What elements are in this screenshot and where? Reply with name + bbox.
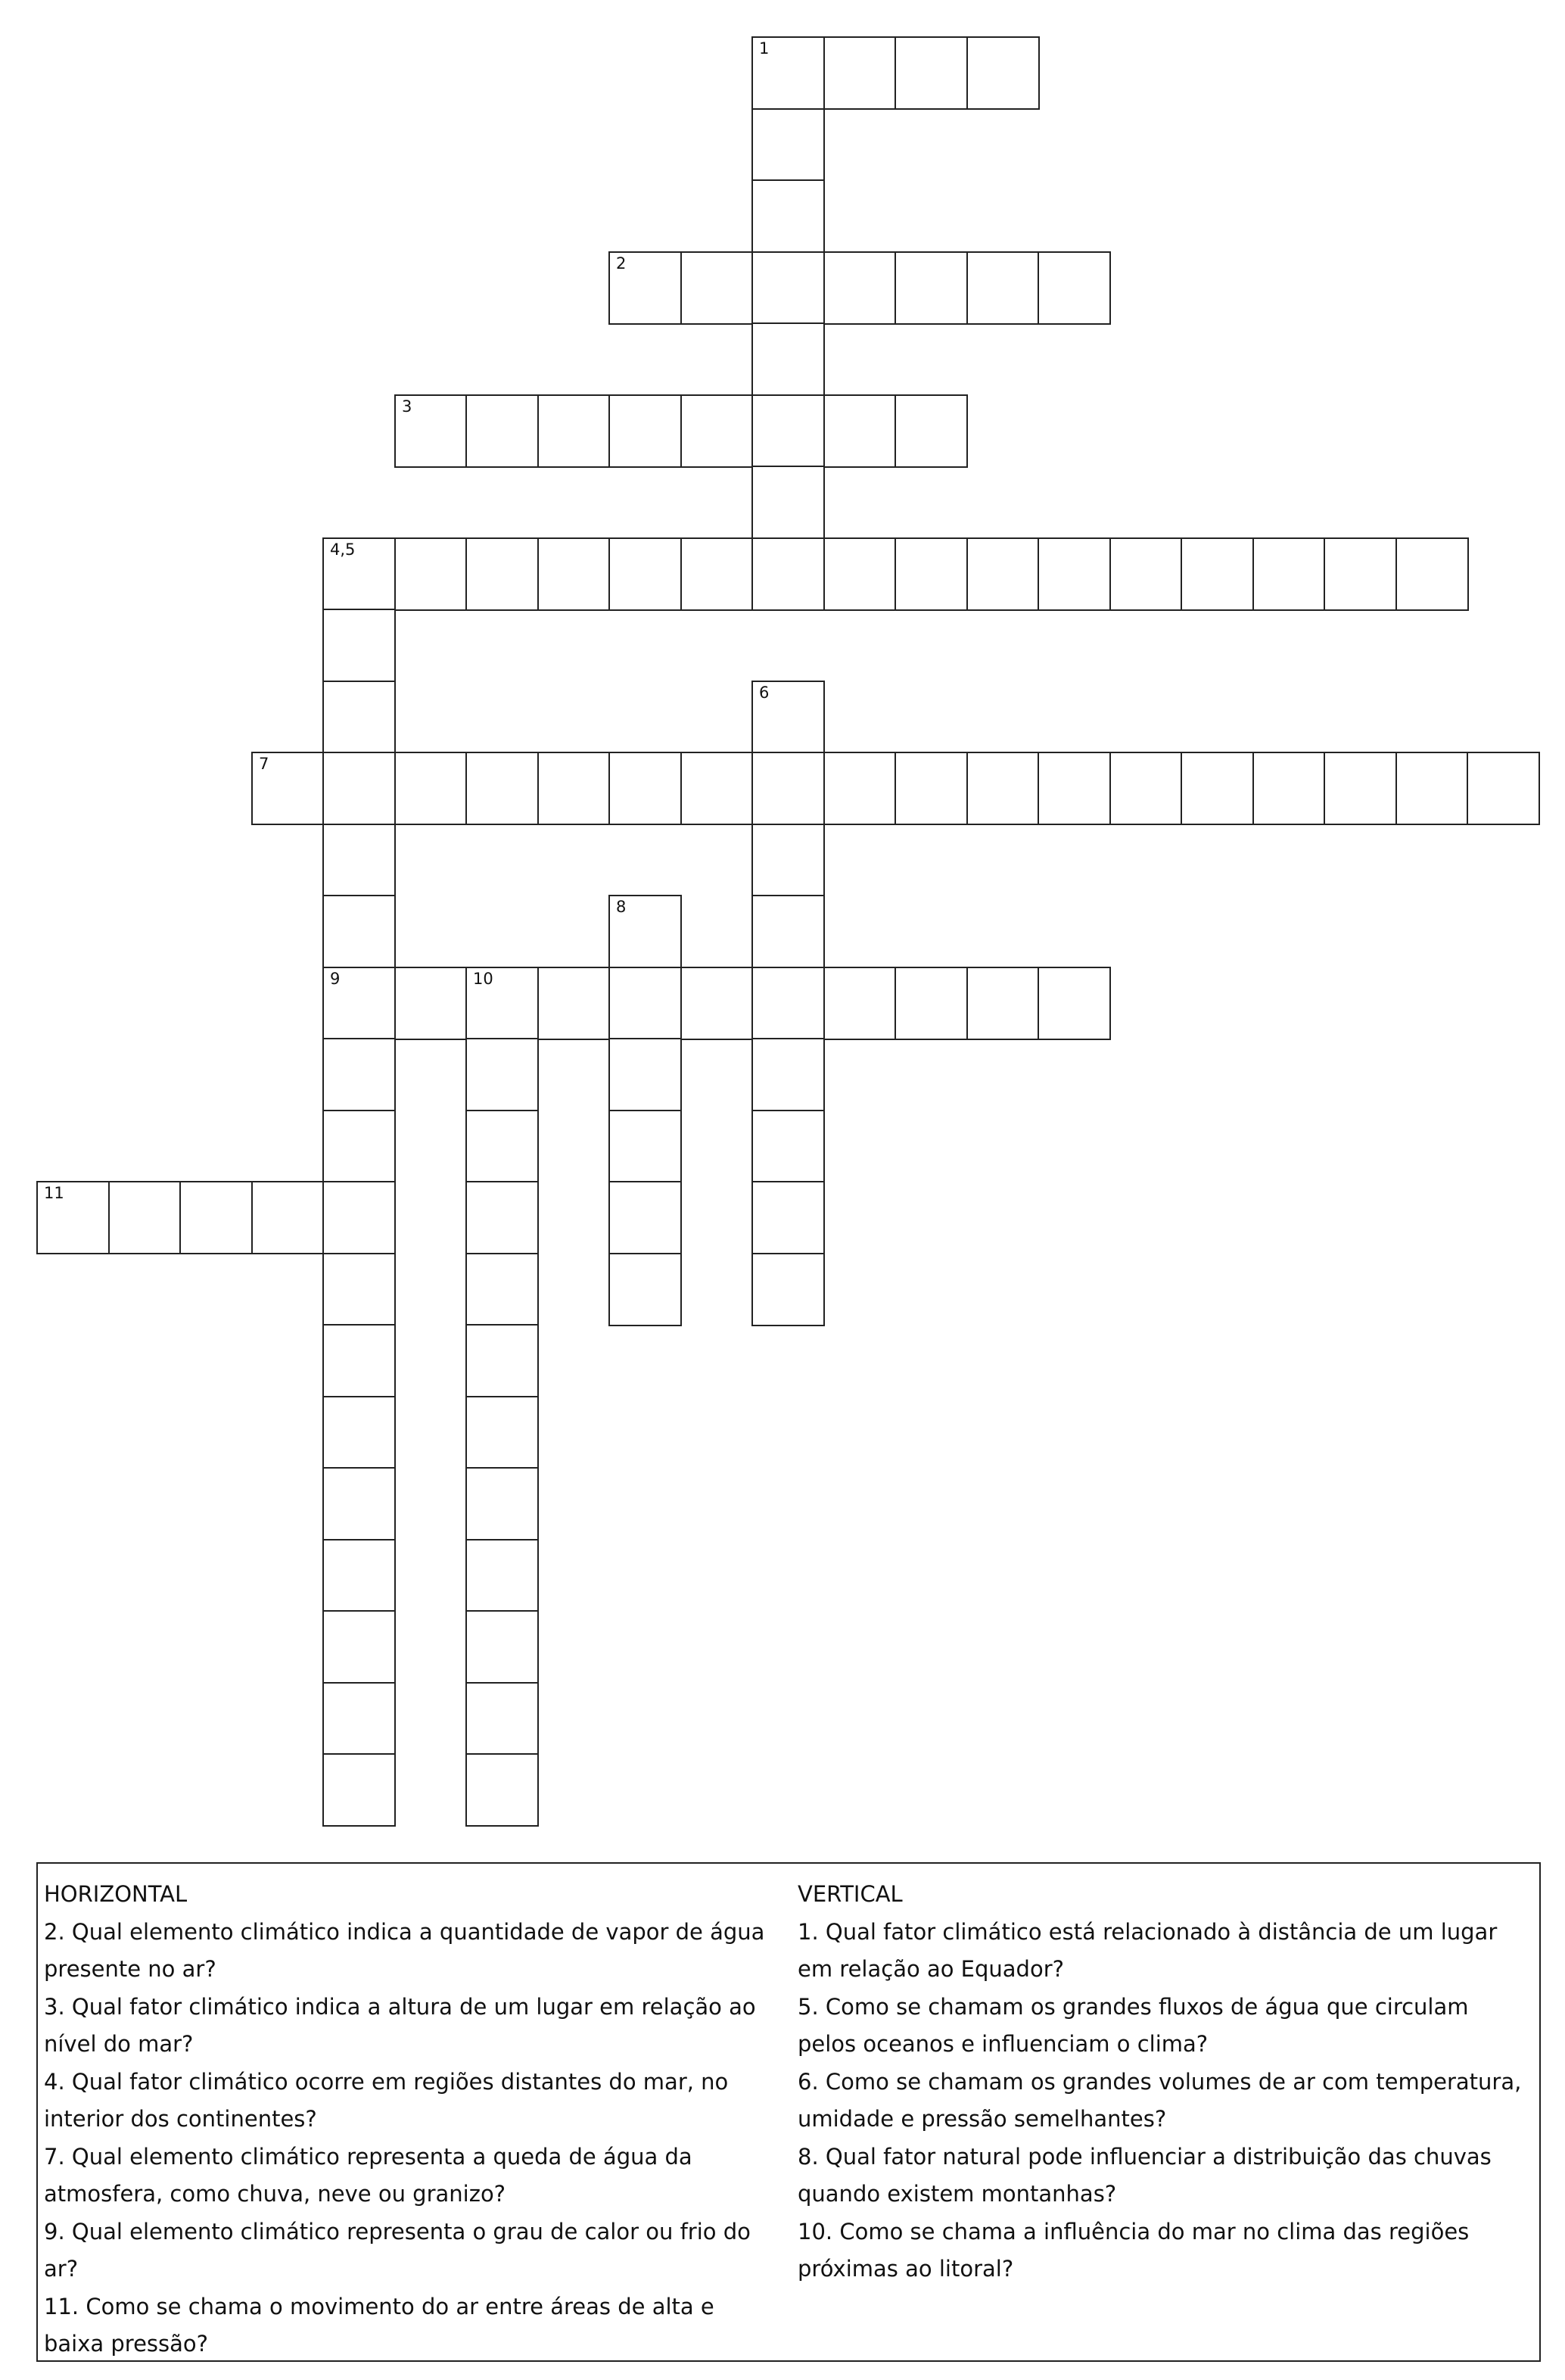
cell-number: 10	[473, 970, 493, 988]
crossword-cell[interactable]	[751, 537, 825, 611]
horizontal-clue: 7. Qual elemento climático representa a queda de água da atmosfera, como chuva, neve ou granizo?	[44, 2143, 692, 2207]
crossword-cell[interactable]	[608, 537, 682, 611]
crossword-cell[interactable]	[966, 752, 1040, 825]
crossword-cell[interactable]	[608, 1038, 682, 1111]
crossword-cell[interactable]	[751, 322, 825, 396]
cell-number: 7	[259, 755, 269, 773]
crossword-cell[interactable]	[537, 394, 611, 468]
crossword-cell[interactable]	[680, 967, 754, 1040]
crossword-cell[interactable]	[895, 36, 968, 110]
cell-number: 4,5	[330, 540, 356, 559]
crossword-cell[interactable]	[751, 36, 825, 110]
crossword-cell[interactable]	[608, 895, 682, 968]
crossword-cell[interactable]	[680, 394, 754, 468]
crossword-cell[interactable]	[608, 1253, 682, 1326]
crossword-cell[interactable]	[823, 967, 897, 1040]
crossword-cell[interactable]	[1109, 537, 1183, 611]
crossword-cell[interactable]	[751, 681, 825, 754]
vertical-clue: 5. Como se chamam os grandes fluxos de água que circulam pelos oceanos e influenciam o clima?	[798, 1993, 1469, 2057]
crossword-cell[interactable]	[322, 681, 396, 754]
crossword-cell[interactable]	[608, 967, 682, 1040]
crossword-cell[interactable]	[751, 108, 825, 182]
vertical-clues	[798, 1876, 1524, 2288]
crossword-cell[interactable]	[465, 537, 539, 611]
crossword-cell[interactable]	[465, 1110, 539, 1183]
crossword-cell[interactable]	[465, 1324, 539, 1397]
crossword-cell[interactable]	[1181, 752, 1254, 825]
horizontal-clue: 9. Qual elemento climático representa o grau de calor ou frio do ar?	[44, 2218, 751, 2282]
crossword-cell[interactable]	[680, 251, 754, 325]
crossword-cell[interactable]	[1324, 537, 1397, 611]
horizontal-clue: 3. Qual fator climático indica a altura de um lugar em relação ao nível do mar?	[44, 1993, 756, 2057]
crossword-cell[interactable]	[751, 1181, 825, 1254]
crossword-cell[interactable]	[751, 1038, 825, 1111]
crossword-cell[interactable]	[465, 967, 539, 1040]
crossword-cell[interactable]	[322, 1181, 396, 1254]
horizontal-clue: 2. Qual elemento climático indica a quantidade de vapor de água presente no ar?	[44, 1918, 765, 1982]
crossword-cell[interactable]	[322, 1682, 396, 1755]
crossword-cell[interactable]	[537, 537, 611, 611]
crossword-cell[interactable]	[966, 537, 1040, 611]
crossword-cell[interactable]	[966, 36, 1040, 110]
vertical-heading: VERTICAL	[798, 1881, 903, 1907]
crossword-cell[interactable]	[322, 1038, 396, 1111]
crossword-cell[interactable]	[1252, 537, 1326, 611]
crossword-cell[interactable]	[322, 1610, 396, 1684]
horizontal-clue: 4. Qual fator climático ocorre em regiões distantes do mar, no interior dos continentes?	[44, 2068, 729, 2132]
crossword-cell[interactable]	[251, 1181, 325, 1254]
crossword-cell[interactable]	[1109, 752, 1183, 825]
crossword-cell[interactable]	[322, 967, 396, 1040]
crossword-cell[interactable]	[322, 1110, 396, 1183]
crossword-cell[interactable]	[751, 752, 825, 825]
crossword-cell[interactable]	[751, 251, 825, 325]
crossword-cell[interactable]	[823, 752, 897, 825]
crossword-cell[interactable]	[823, 36, 897, 110]
crossword-cell[interactable]	[394, 537, 468, 611]
crossword-cell[interactable]	[608, 1110, 682, 1183]
cell-number: 9	[330, 970, 341, 988]
vertical-clue: 10. Como se chama a influência do mar no clima das regiões próximas ao litoral?	[798, 2218, 1470, 2282]
crossword-cell[interactable]	[1395, 752, 1469, 825]
crossword-cell[interactable]	[895, 251, 968, 325]
crossword-cell[interactable]	[966, 251, 1040, 325]
crossword-cell[interactable]	[1038, 251, 1111, 325]
crossword-cell[interactable]	[179, 1181, 253, 1254]
cell-number: 1	[759, 39, 770, 58]
crossword-cell[interactable]	[1395, 537, 1469, 611]
crossword-cell[interactable]	[465, 1682, 539, 1755]
crossword-cell[interactable]	[895, 394, 968, 468]
crossword-cell[interactable]	[322, 895, 396, 968]
cell-number: 6	[759, 684, 770, 702]
crossword-cell[interactable]	[251, 752, 325, 825]
crossword-cell[interactable]	[608, 752, 682, 825]
crossword-cell[interactable]	[751, 1253, 825, 1326]
crossword-cell[interactable]	[608, 251, 682, 325]
vertical-clue: 1. Qual fator climático está relacionado à distância de um lugar em relação ao Equador?	[798, 1918, 1498, 1982]
crossword-cell[interactable]	[1038, 967, 1111, 1040]
crossword-cell[interactable]	[465, 1181, 539, 1254]
horizontal-heading: HORIZONTAL	[44, 1881, 188, 1907]
crossword-cell[interactable]	[465, 1253, 539, 1326]
crossword-cell[interactable]	[751, 824, 825, 897]
crossword-cell[interactable]	[465, 1396, 539, 1469]
crossword-cell[interactable]	[108, 1181, 182, 1254]
crossword-cell[interactable]	[322, 1253, 396, 1326]
crossword-cell[interactable]	[465, 1753, 539, 1827]
crossword-cell[interactable]	[465, 394, 539, 468]
crossword-cell[interactable]	[751, 967, 825, 1040]
crossword-cell[interactable]	[1324, 752, 1397, 825]
crossword-cell[interactable]	[823, 394, 897, 468]
crossword-cell[interactable]	[465, 1610, 539, 1684]
clues-box	[36, 1862, 1541, 2362]
crossword-cell[interactable]	[680, 537, 754, 611]
crossword-cell[interactable]	[895, 967, 968, 1040]
cell-number: 8	[616, 898, 627, 916]
crossword-cell[interactable]	[465, 1539, 539, 1612]
crossword-cell[interactable]	[322, 1324, 396, 1397]
crossword-cell[interactable]	[1252, 752, 1326, 825]
crossword-cell[interactable]	[1038, 752, 1111, 825]
crossword-cell[interactable]	[322, 1753, 396, 1827]
vertical-clue: 6. Como se chamam os grandes volumes de ar com temperatura, umidade e pressão semelhantes?	[798, 2068, 1522, 2132]
crossword-cell[interactable]	[465, 752, 539, 825]
crossword-cell[interactable]	[751, 466, 825, 539]
horizontal-clues	[44, 1876, 770, 2363]
crossword-cell[interactable]	[465, 1467, 539, 1540]
vertical-clue: 8. Qual fator natural pode influenciar a distribuição das chuvas quando existem montanhas?	[798, 2143, 1492, 2207]
crossword-cell[interactable]	[751, 895, 825, 968]
crossword-cell[interactable]	[751, 179, 825, 253]
crossword-cell[interactable]	[751, 394, 825, 468]
cell-number: 2	[616, 254, 627, 273]
crossword-cell[interactable]	[322, 1467, 396, 1540]
crossword-cell[interactable]	[823, 251, 897, 325]
crossword-cell[interactable]	[322, 609, 396, 682]
crossword-cell[interactable]	[608, 1181, 682, 1254]
crossword-cell[interactable]	[394, 752, 468, 825]
crossword-cell[interactable]	[823, 537, 897, 611]
horizontal-clue: 11. Como se chama o movimento do ar entre áreas de alta e baixa pressão?	[44, 2293, 714, 2357]
crossword-cell[interactable]	[465, 1038, 539, 1111]
crossword-cell[interactable]	[1467, 752, 1540, 825]
crossword-cell[interactable]	[537, 752, 611, 825]
crossword-cell[interactable]	[1181, 537, 1254, 611]
crossword-cell[interactable]	[608, 394, 682, 468]
crossword-cell[interactable]	[322, 1539, 396, 1612]
cell-number: 11	[44, 1184, 64, 1202]
crossword-cell[interactable]	[322, 1396, 396, 1469]
cell-number: 3	[402, 397, 412, 416]
crossword-cell[interactable]	[322, 752, 396, 825]
crossword-cell[interactable]	[895, 752, 968, 825]
crossword-cell[interactable]	[36, 1181, 110, 1254]
crossword-cell[interactable]	[680, 752, 754, 825]
crossword-cell[interactable]	[1038, 537, 1111, 611]
crossword-cell[interactable]	[895, 537, 968, 611]
crossword-cell[interactable]	[966, 967, 1040, 1040]
crossword-cell[interactable]	[322, 824, 396, 897]
crossword-cell[interactable]	[751, 1110, 825, 1183]
crossword-cell[interactable]	[322, 537, 396, 611]
crossword-cell[interactable]	[394, 394, 468, 468]
crossword-cell[interactable]	[394, 967, 468, 1040]
crossword-cell[interactable]	[537, 967, 611, 1040]
